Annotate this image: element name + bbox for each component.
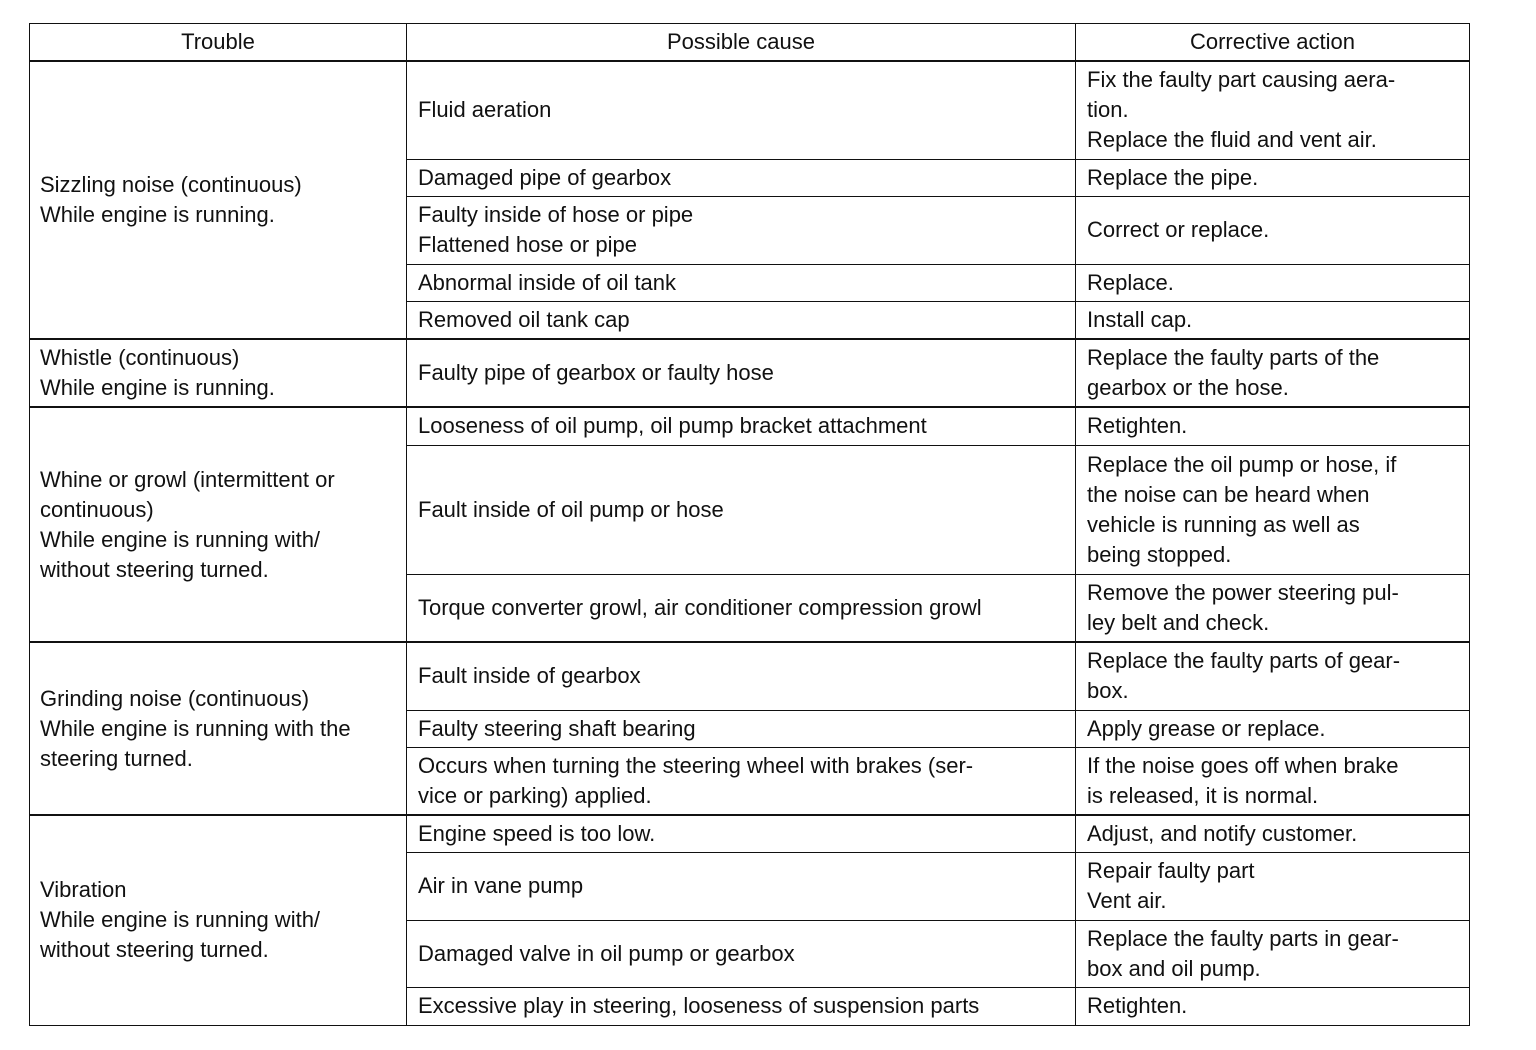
- action-cell: Remove the power steering pul- ley belt and check.: [1076, 574, 1470, 642]
- action-cell: If the noise goes off when brake is released, it is normal.: [1076, 747, 1470, 815]
- table-row: [30, 339, 1470, 407]
- trouble-cell: Whine or growl (intermittent or continuous) While engine is running with/ without steering turned.: [30, 407, 407, 642]
- action-cell: Replace.: [1076, 264, 1470, 301]
- action-cell: Replace the pipe.: [1076, 159, 1470, 196]
- action-cell: Fix the faulty part causing aera- tion. Replace the fluid and vent air.: [1076, 61, 1470, 159]
- cause-cell: Faulty pipe of gearbox or faulty hose: [407, 339, 1076, 407]
- cause-cell: Faulty inside of hose or pipe Flattened hose or pipe: [407, 196, 1076, 264]
- cause-cell: Damaged pipe of gearbox: [407, 159, 1076, 196]
- cause-cell: Torque converter growl, air conditioner compression growl: [407, 574, 1076, 642]
- action-cell: Retighten.: [1076, 407, 1470, 445]
- action-cell: Replace the faulty parts of the gearbox or the hose.: [1076, 339, 1470, 407]
- header-trouble: Trouble: [30, 24, 407, 62]
- cause-cell: Excessive play in steering, looseness of suspension parts: [407, 987, 1076, 1025]
- table-row: [30, 642, 1470, 710]
- action-cell: Install cap.: [1076, 301, 1470, 339]
- trouble-cell: Whistle (continuous) While engine is running.: [30, 339, 407, 407]
- table-header: [30, 24, 1470, 62]
- cause-cell: Engine speed is too low.: [407, 815, 1076, 852]
- trouble-cell: Vibration While engine is running with/ without steering turned.: [30, 815, 407, 1025]
- action-cell: Replace the faulty parts in gear- box and oil pump.: [1076, 920, 1470, 987]
- trouble-cell: Sizzling noise (continuous) While engine is running.: [30, 61, 407, 339]
- action-cell: Replace the faulty parts of gear- box.: [1076, 642, 1470, 710]
- action-cell: Apply grease or replace.: [1076, 710, 1470, 747]
- table-row: [30, 407, 1470, 445]
- table-row: [30, 61, 1470, 159]
- action-cell: Correct or replace.: [1076, 196, 1470, 264]
- cause-cell: Occurs when turning the steering wheel with brakes (ser- vice or parking) applied.: [407, 747, 1076, 815]
- cause-cell: Air in vane pump: [407, 852, 1076, 920]
- troubleshooting-table: [29, 23, 1470, 1026]
- table-body: [30, 61, 1470, 1025]
- cause-cell: Fault inside of oil pump or hose: [407, 445, 1076, 574]
- cause-cell: Removed oil tank cap: [407, 301, 1076, 339]
- action-cell: Retighten.: [1076, 987, 1470, 1025]
- header-corrective-action: Corrective action: [1076, 24, 1470, 62]
- cause-cell: Fault inside of gearbox: [407, 642, 1076, 710]
- header-row: [30, 24, 1470, 62]
- cause-cell: Fluid aeration: [407, 61, 1076, 159]
- cause-cell: Looseness of oil pump, oil pump bracket attachment: [407, 407, 1076, 445]
- cause-cell: Abnormal inside of oil tank: [407, 264, 1076, 301]
- cause-cell: Faulty steering shaft bearing: [407, 710, 1076, 747]
- action-cell: Replace the oil pump or hose, if the noise can be heard when vehicle is running as well as being stopped.: [1076, 445, 1470, 574]
- header-possible-cause: Possible cause: [407, 24, 1076, 62]
- cause-cell: Damaged valve in oil pump or gearbox: [407, 920, 1076, 987]
- trouble-cell: Grinding noise (continuous) While engine is running with the steering turned.: [30, 642, 407, 815]
- action-cell: Repair faulty part Vent air.: [1076, 852, 1470, 920]
- action-cell: Adjust, and notify customer.: [1076, 815, 1470, 852]
- table-row: [30, 815, 1470, 852]
